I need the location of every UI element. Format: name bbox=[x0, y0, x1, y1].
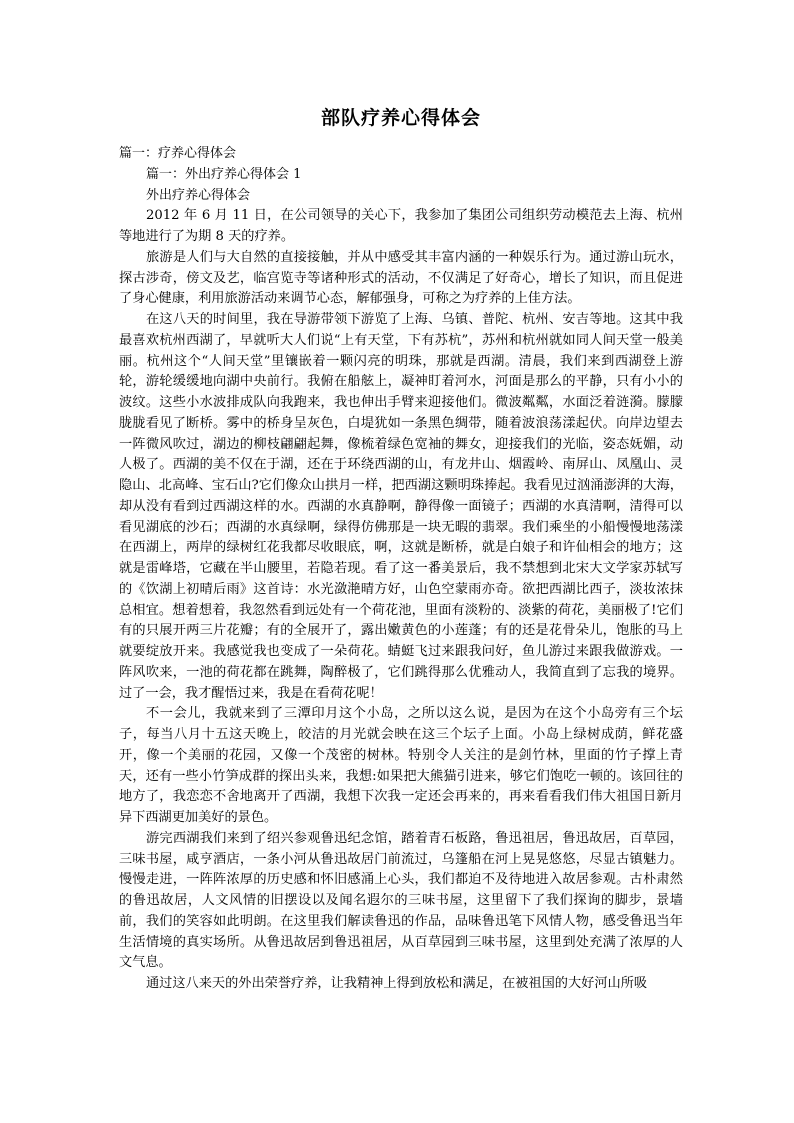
paragraph: 在这八天的时间里，我在导游带领下游览了上海、乌镇、普陀、杭州、安吉等地。这其中我最喜欢杭州西湖了，早就听大人们说“上有天堂，下有苏杭”，苏州和杭州就如同人间天堂一般美丽。杭州这个“人间天堂”里镶嵌着一颗闪亮的明珠，那就是西湖。清晨，我们来到西湖登上游轮，游轮缓缓地向湖中央前行。我俯在船舷上，凝神盯着河水，河面是那么的平静，只有小小的波纹。这些小水波排成队向我跑来，我也伸出手臂来迎接他们。微波粼粼，水面泛着涟漪。朦朦胧胧看见了断桥。雾中的桥身呈灰色，白堤犹如一条黑色绸带，随着波浪荡漾起伏。向岸边望去一阵微风吹过，湖边的柳枝翩翩起舞，像梳着绿色宽袖的舞女，迎接我们的光临，姿态妩媚，动人极了。西湖的美不仅在于湖，还在于环绕西湖的山，有龙井山、烟霞岭、南屏山、凤凰山、灵隐山、北高峰、宝石山?它们像众山拱月一样，把西湖这颗明珠捧起。我看见过汹涌澎湃的大海，却从没有看到过西湖这样的水。西湖的水真静啊，静得像一面镜子；西湖的水真清啊，清得可以看见湖底的沙石；西湖的水真绿啊，绿得仿佛那是一块无暇的翡翠。我们乘坐的小船慢慢地荡漾在西湖上，两岸的绿树红花我都尽收眼底，啊，这就是断桥，就是白娘子和许仙相会的地方；这就是雷峰塔，它藏在半山腰里，若隐若现。看了这一番美景后，我不禁想到北宋大文学家苏轼写的《饮湖上初晴后雨》这首诗：水光潋滟晴方好，山色空蒙雨亦奇。欲把西湖比西子，淡妆浓抹总相宜。想着想着，我忽然看到远处有一个荷花池，里面有淡粉的、淡紫的荷花，美丽极了!它们有的只展开两三片花瓣；有的全展开了，露出嫩黄色的小莲蓬；有的还是花骨朵儿，饱胀的马上就要绽放开来。我感觉我也变成了一朵荷花。蜻蜓飞过来跟我问好，鱼儿游过来跟我做游戏。一阵风吹来，一池的荷花都在跳舞，陶醉极了，它们跳得那么优雅动人，我简直到了忘我的境界。过了一会，我才醒悟过来，我是在看荷花呢！ bbox=[119, 312, 683, 701]
subsection-heading: 篇一：外出疗养心得体会 1 bbox=[146, 166, 302, 182]
document-title: 部队疗养心得体会 bbox=[320, 107, 481, 129]
section-heading: 篇一：疗养心得体会 bbox=[119, 146, 237, 161]
paragraph: 2012 年 6 月 11 日，在公司领导的关心下，我参加了集团公司组织劳动模范去上海、杭州等地进行了为期 8 天的疗养。 bbox=[119, 208, 683, 245]
document-page bbox=[119, 104, 683, 995]
paragraph: 游完西湖我们来到了绍兴参观鲁迅纪念馆，踏着青石板路，鲁迅祖居，鲁迅故居，百草园，三味书屋，咸亨酒店，一条小河从鲁迅故居门前流过，乌篷船在河上晃晃悠悠，尽显古镇魅力。慢慢走进，一阵阵浓厚的历史感和怀旧感涌上心头，我们都迫不及待地进入故居参观。古朴肃然的鲁迅故居，人文风情的旧摆设以及闻名遐尔的三味书屋，这里留下了我们探询的脚步，景墙前，我们的笑容如此明朗。在这里我们解读鲁迅的作品，品味鲁迅笔下风情人物，感受鲁迅当年生活情境的真实场所。从鲁迅故居到鲁迅祖居，从百草园到三味书屋，这里到处充满了浓厚的人文气息。 bbox=[119, 830, 683, 971]
paragraph: 不一会儿，我就来到了三潭印月这个小岛，之所以这么说，是因为在这个小岛旁有三个坛子，每当八月十五这天晚上，皎洁的月光就会映在这三个坛子上面。小岛上绿树成荫，鲜花盛开，像一个美丽的花园，又像一个茂密的树林。特别令人关注的是剑竹林，里面的竹子撑上青天，还有一些小竹笋成群的探出头来，我想:如果把大熊猫引进来，够它们饱吃一顿的。该回往的地方了，我恋恋不舍地离开了西湖，我想下次我一定还会再来的，再来看看我们伟大祖国日新月异下西湖更加美好的景色。 bbox=[119, 706, 683, 826]
paragraph: 旅游是人们与大自然的直接接触，并从中感受其丰富内涵的一种娱乐行为。通过游山玩水，探古涉奇，傍文及艺，临宫览寺等诸种形式的活动，不仅满足了好奇心，增长了知识，而且促进了身心健康，利用旅游活动来调节心态，解郁强身，可称之为疗养的上佳方法。 bbox=[119, 249, 683, 307]
paragraph: 通过这八来天的外出荣誉疗养，让我精神上得到放松和满足，在被祖国的大好河山所吸 bbox=[146, 976, 648, 992]
article-heading: 外出疗养心得体会 bbox=[146, 187, 251, 203]
